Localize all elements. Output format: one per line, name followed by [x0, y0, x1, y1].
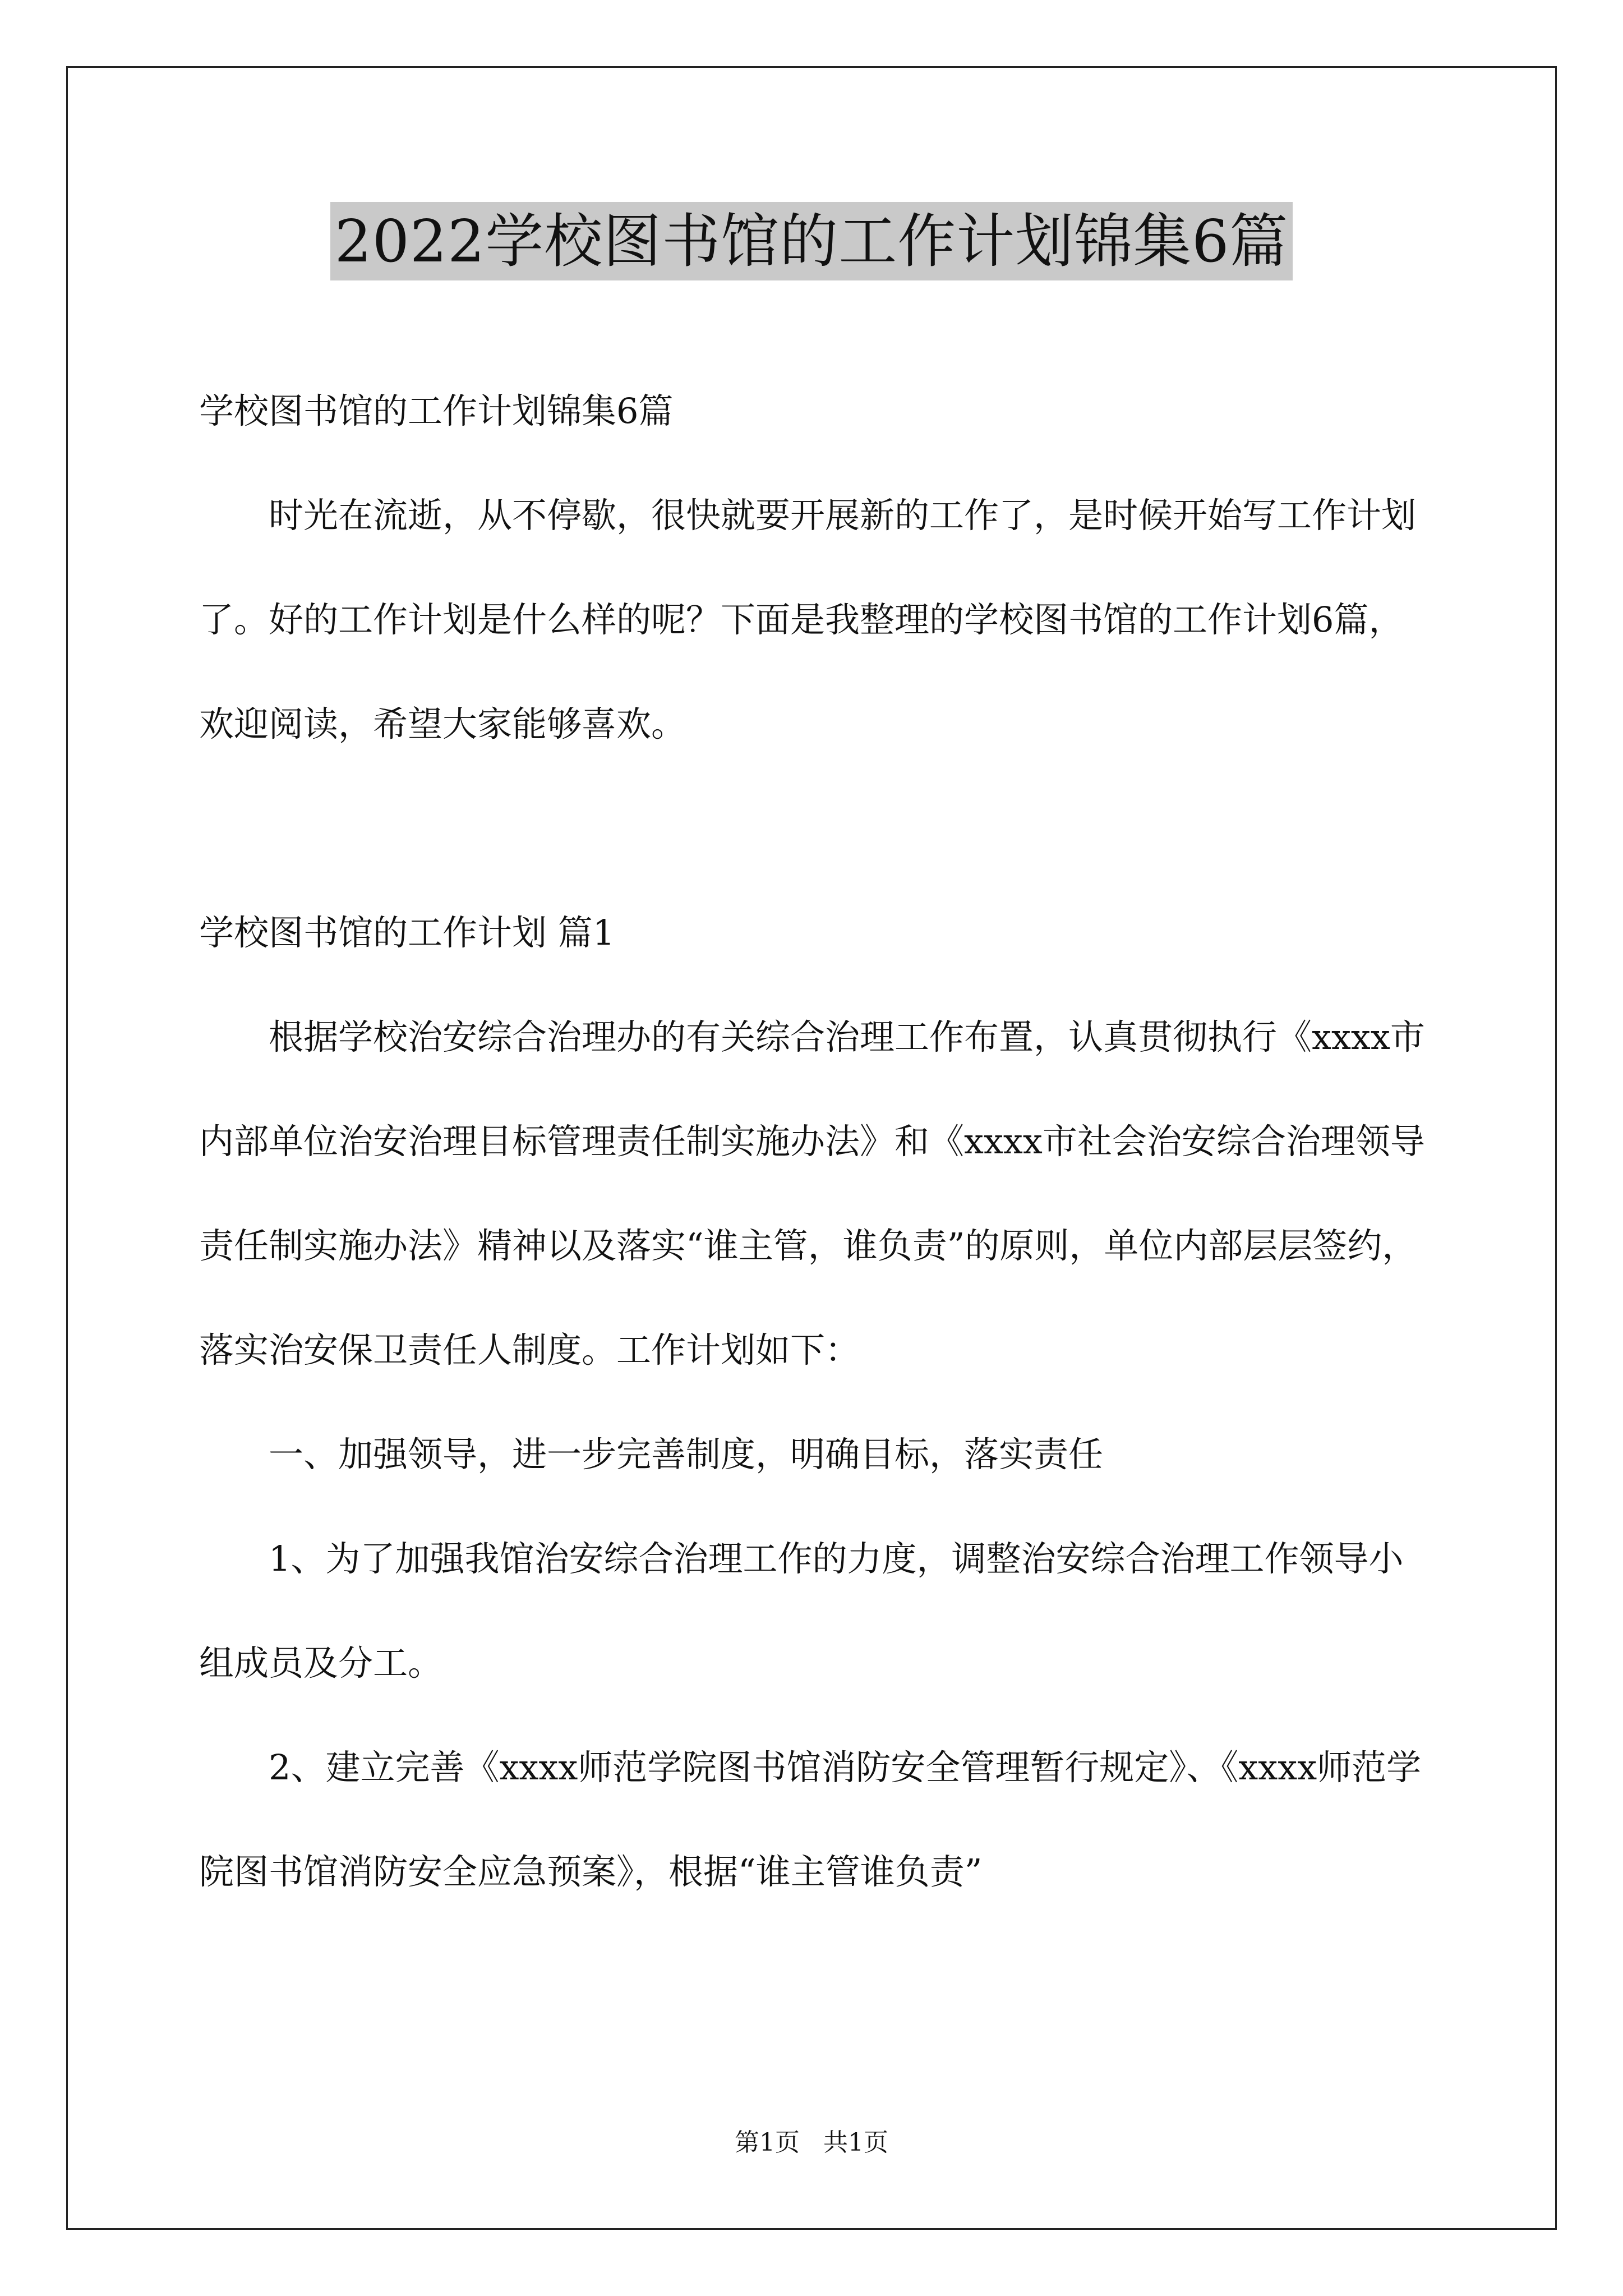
title-area [0, 202, 1623, 280]
body-paragraph: 根据学校治安综合治理办的有关综合治理工作布置，认真贯彻执行《xxxx市内部单位治安治理目标管理责任制实施办法》和《xxxx市社会治安综合治理领导责任制实施办法》精神以及落实“谁主管，谁负责”的原则，单位内部层层签约，落实治安保卫责任人制度。工作计划如下： [199, 1016, 1425, 1370]
body-paragraph: 一、加强领导，进一步完善制度，明确目标，落实责任 [269, 1434, 1104, 1475]
page-number-current: 第1页 [735, 2128, 800, 2157]
section-gap [199, 776, 1433, 881]
body-paragraph: 2、建立完善《xxxx师范学院图书馆消防安全管理暂行规定》、《xxxx师范学院图书馆消防安全应急预案》，根据“谁主管谁负责” [199, 1747, 1422, 1892]
intro-paragraph: 时光在流逝，从不停歇，很快就要开展新的工作了，是时候开始写工作计划了。好的工作计划是什么样的呢？下面是我整理的学校图书馆的工作计划6篇，欢迎阅读，希望大家能够喜欢。 [199, 495, 1417, 744]
page-footer [0, 2126, 1623, 2160]
document-body [199, 359, 1433, 1924]
document-title: 2022学校图书馆的工作计划锦集6篇 [330, 202, 1293, 280]
page-number-total: 共1页 [823, 2128, 888, 2157]
body-paragraph: 1、为了加强我馆治安综合治理工作的力度，调整治安综合治理工作领导小组成员及分工。 [199, 1538, 1404, 1683]
section-heading: 学校图书馆的工作计划 篇1 [199, 912, 615, 953]
document-subtitle: 学校图书馆的工作计划锦集6篇 [199, 390, 674, 431]
